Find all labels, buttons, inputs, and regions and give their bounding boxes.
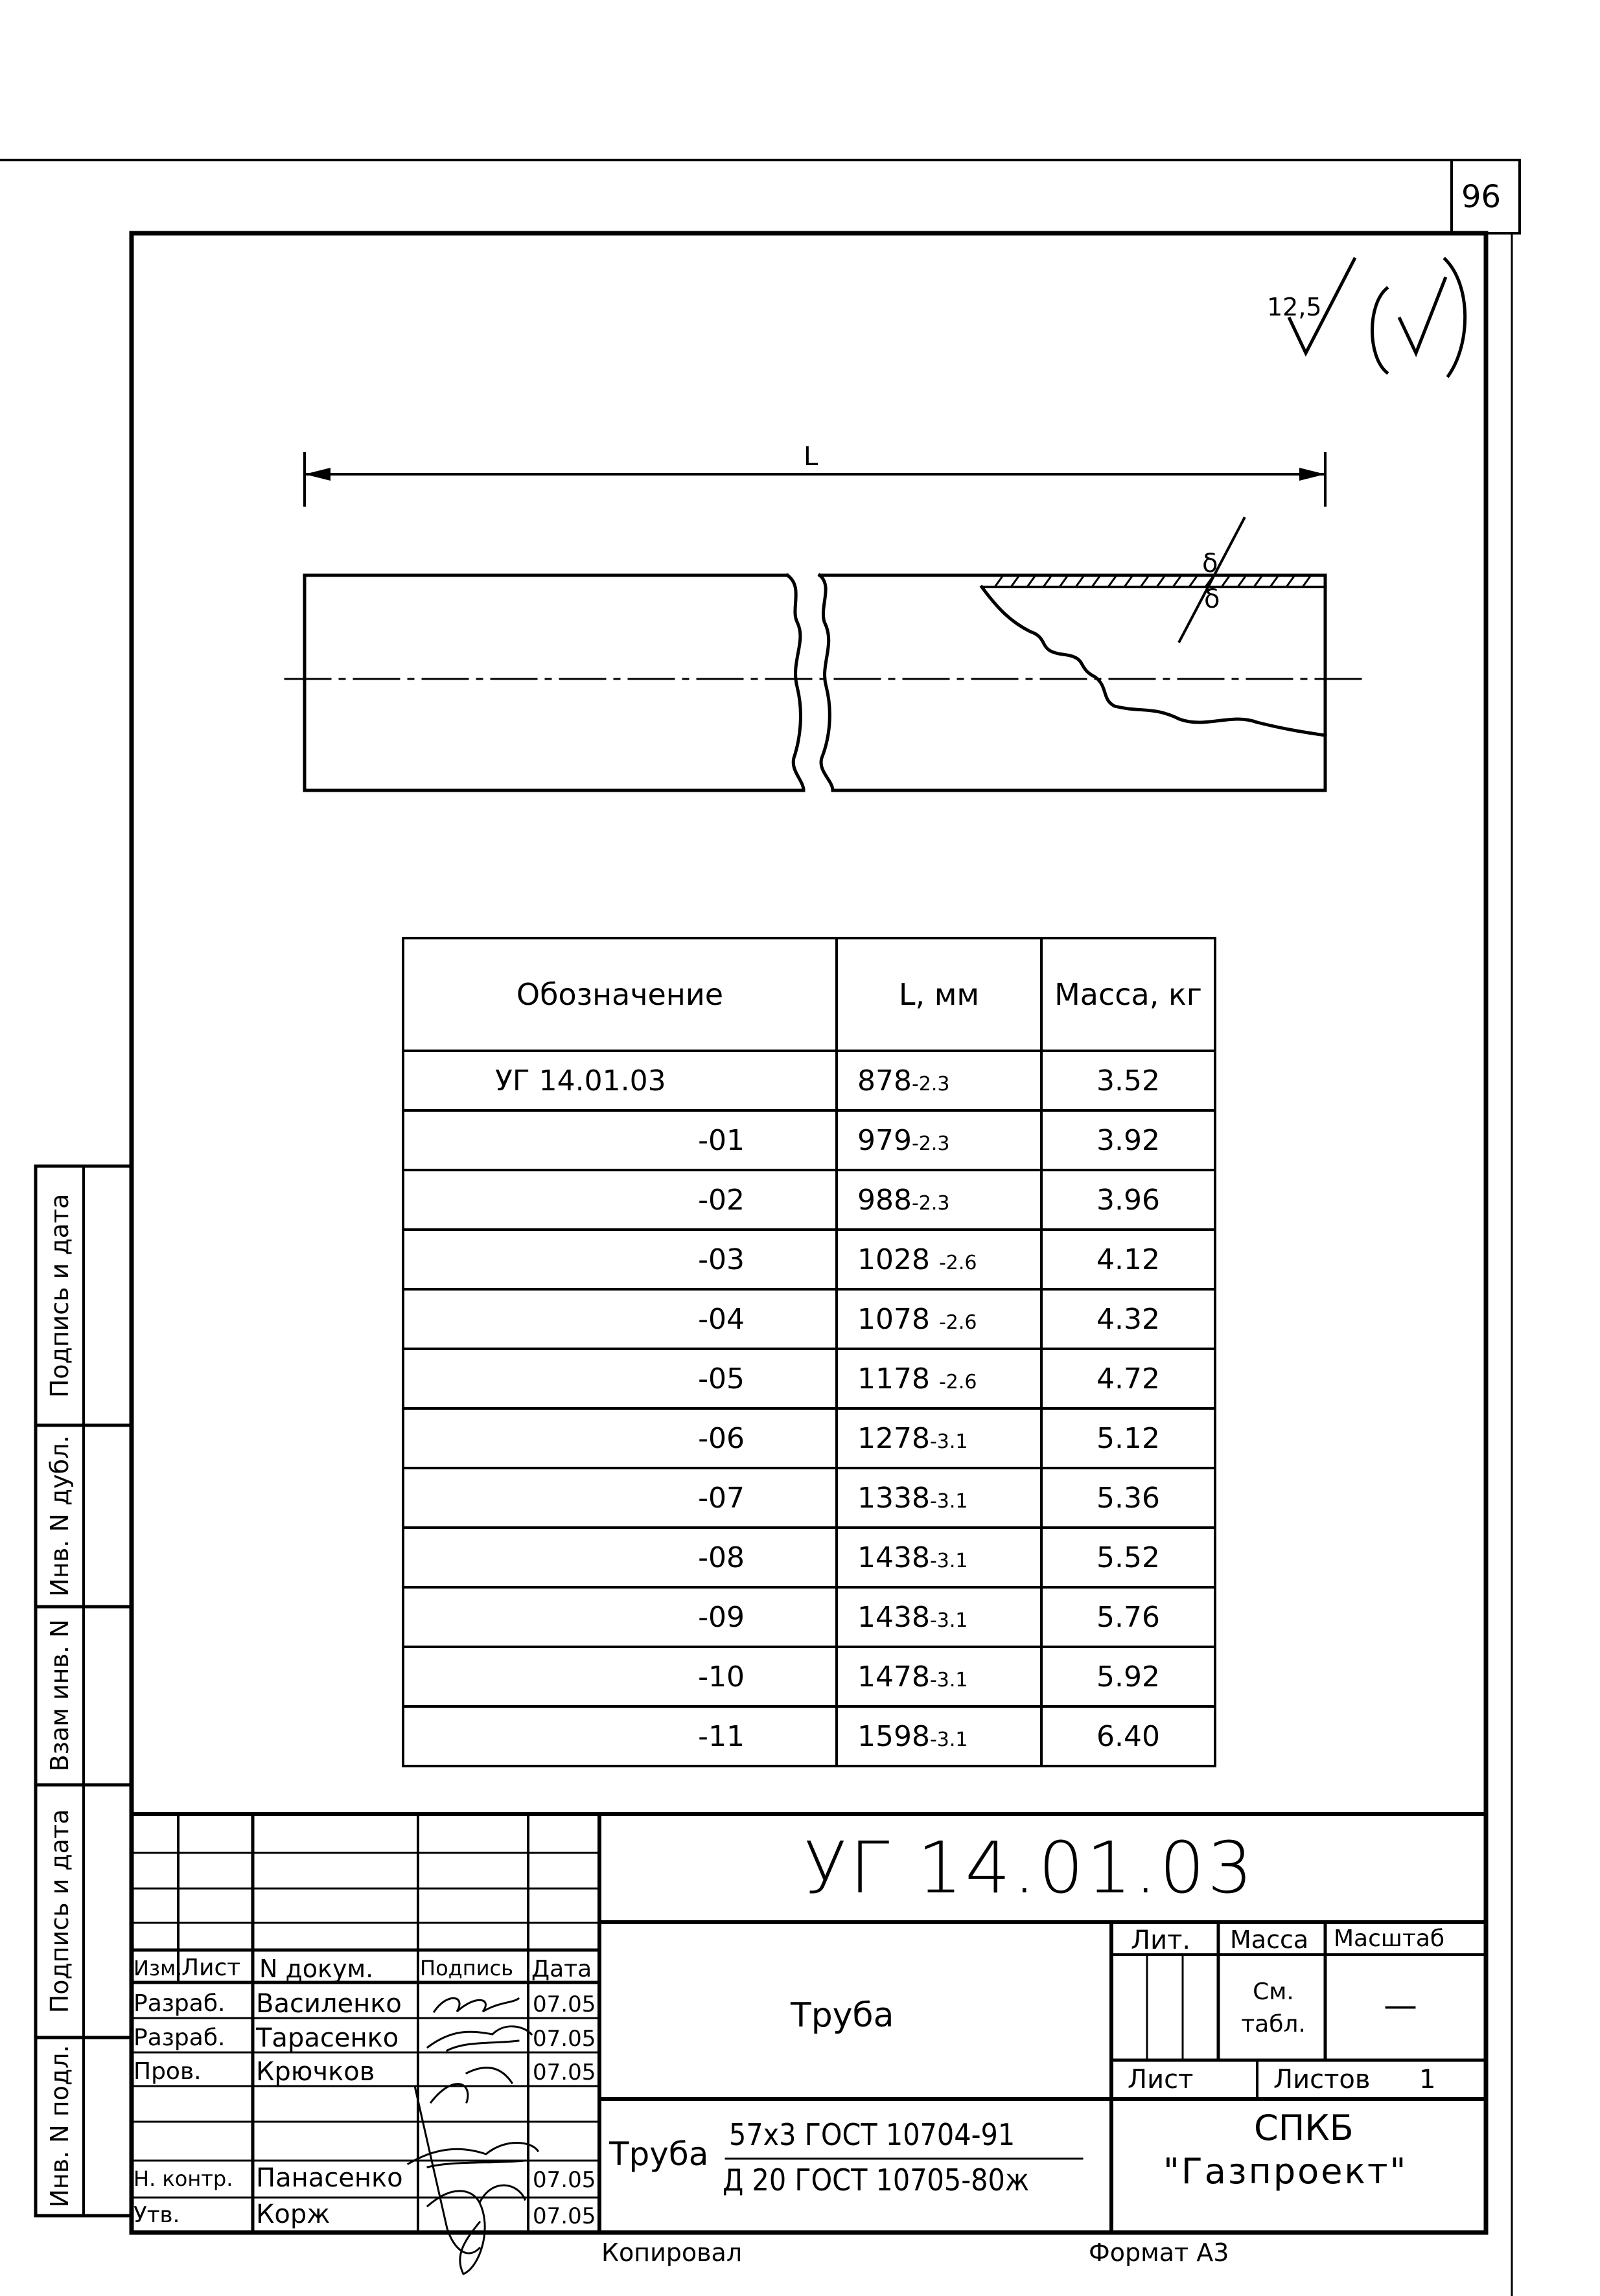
row-mass: 3.96 bbox=[1041, 1170, 1215, 1230]
sheet-label: Лист bbox=[1128, 2065, 1194, 2095]
person-role: Н. контр. bbox=[133, 2166, 233, 2191]
table-row bbox=[403, 1647, 1215, 1706]
row-mass: 5.52 bbox=[1041, 1528, 1215, 1587]
row-length: 988 bbox=[857, 1183, 912, 1217]
row-mass: 5.76 bbox=[1041, 1587, 1215, 1647]
row-length: 1438 bbox=[857, 1541, 930, 1574]
table-row bbox=[403, 1110, 1215, 1170]
col-list: Лист bbox=[181, 1955, 241, 1981]
footer-copied: Копировал bbox=[601, 2238, 743, 2267]
footer-format: Формат А3 bbox=[1089, 2238, 1229, 2267]
row-length: 979 bbox=[857, 1123, 912, 1157]
scale-value: — bbox=[1384, 1986, 1417, 2025]
row-designation: -09 bbox=[698, 1600, 745, 1634]
row-mass: 5.92 bbox=[1041, 1647, 1215, 1706]
row-mass: 5.36 bbox=[1041, 1468, 1215, 1528]
row-mass: 4.72 bbox=[1041, 1349, 1215, 1408]
person-date: 07.05 bbox=[533, 2203, 596, 2229]
row-tolerance: -3.1 bbox=[929, 1549, 968, 1572]
header-mass: Масса, кг bbox=[1041, 938, 1215, 1051]
row-designation: -05 bbox=[698, 1362, 745, 1395]
col-data: Дата bbox=[531, 1956, 592, 1982]
row-mass: 5.12 bbox=[1041, 1408, 1215, 1468]
row-tolerance: -3.1 bbox=[929, 1489, 968, 1513]
person-role: Пров. bbox=[133, 2058, 202, 2085]
person-name: Панасенко bbox=[256, 2163, 403, 2193]
side-podpis-data-2: Подпись и дата bbox=[45, 1809, 74, 2014]
thickness-symbol-lower: δ bbox=[1204, 584, 1220, 614]
row-tolerance: -2.3 bbox=[911, 1072, 950, 1096]
row-designation: -06 bbox=[698, 1421, 745, 1455]
person-role: Утв. bbox=[133, 2202, 180, 2228]
col-izm: Изм. bbox=[133, 1956, 183, 1980]
dimension-label-L: L bbox=[804, 442, 818, 472]
row-mass: 3.52 bbox=[1041, 1051, 1215, 1110]
doc-code: УГ 14.01.03 bbox=[804, 1826, 1256, 1909]
person-date: 07.05 bbox=[533, 2026, 596, 2052]
row-designation: -02 bbox=[698, 1183, 745, 1217]
person-date: 07.05 bbox=[533, 2060, 596, 2085]
table-row bbox=[403, 1349, 1215, 1408]
person-name: Тарасенко bbox=[256, 2023, 399, 2053]
person-name: Корж bbox=[256, 2199, 330, 2229]
table-header-row bbox=[403, 938, 1215, 1051]
table-row bbox=[403, 1587, 1215, 1647]
sheet-number: 96 bbox=[1461, 179, 1501, 215]
person-role: Разраб. bbox=[133, 2025, 226, 2051]
person-date: 07.05 bbox=[533, 1992, 596, 2017]
side-podpis-data-1: Подпись и дата bbox=[45, 1193, 74, 1398]
scale-label: Масштаб bbox=[1334, 1925, 1445, 1952]
table-row bbox=[403, 1468, 1215, 1528]
thickness-leader bbox=[1179, 518, 1244, 641]
org-line-1: СПКБ bbox=[1254, 2107, 1354, 2148]
material-line-1: 57x3 ГОСТ 10704-91 bbox=[729, 2117, 1015, 2152]
row-length: 1598 bbox=[857, 1719, 930, 1753]
row-designation: -04 bbox=[698, 1302, 745, 1336]
material-line-2: Д 20 ГОСТ 10705-80ж bbox=[723, 2163, 1030, 2198]
row-designation: -07 bbox=[698, 1481, 745, 1515]
row-tolerance: -3.1 bbox=[929, 1668, 968, 1692]
col-podpis: Подпись bbox=[420, 1956, 513, 1980]
row-length: 1438 bbox=[857, 1600, 930, 1634]
row-tolerance: -2.6 bbox=[938, 1311, 977, 1334]
header-length: L, мм bbox=[837, 938, 1041, 1051]
sheets-label: Листов bbox=[1273, 2065, 1371, 2095]
col-ndokum: N докум. bbox=[259, 1955, 374, 1983]
row-length: 1028 bbox=[857, 1243, 930, 1276]
org-line-2: "Газпроект" bbox=[1163, 2151, 1408, 2192]
row-length: 1478 bbox=[857, 1660, 930, 1693]
item-name: Труба bbox=[791, 1996, 894, 2035]
row-tolerance: -2.6 bbox=[938, 1251, 977, 1274]
row-designation: -03 bbox=[698, 1243, 745, 1276]
side-inv-dubl: Инв. N дубл. bbox=[45, 1435, 74, 1597]
row-mass: 4.12 bbox=[1041, 1230, 1215, 1289]
table-row bbox=[403, 1051, 1215, 1110]
wall-hatching bbox=[995, 575, 1311, 587]
row-length: 1078 bbox=[857, 1302, 930, 1336]
roughness-value: 12,5 bbox=[1267, 293, 1322, 321]
sheets-value: 1 bbox=[1419, 2065, 1436, 2095]
row-tolerance: -3.1 bbox=[929, 1609, 968, 1632]
side-inv-podl: Инв. N подл. bbox=[45, 2045, 74, 2208]
mass-value: См. табл. bbox=[1241, 1979, 1306, 2038]
side-vzam-inv: Взам инв. N bbox=[45, 1619, 74, 1772]
row-length: 1178 bbox=[857, 1362, 930, 1395]
pipe-body bbox=[305, 575, 1325, 790]
table-row bbox=[403, 1408, 1215, 1468]
row-mass: 6.40 bbox=[1041, 1706, 1215, 1766]
row-designation: -08 bbox=[698, 1541, 745, 1574]
row-designation: -01 bbox=[698, 1123, 745, 1157]
table-row bbox=[403, 1706, 1215, 1766]
person-role: Разраб. bbox=[133, 1990, 226, 2017]
person-name: Крючков bbox=[256, 2057, 375, 2087]
row-tolerance: -3.1 bbox=[929, 1728, 968, 1751]
table-row bbox=[403, 1289, 1215, 1349]
thickness-symbol: δ bbox=[1202, 549, 1218, 579]
lit-label: Лит. bbox=[1131, 1925, 1191, 1955]
row-mass: 3.92 bbox=[1041, 1110, 1215, 1170]
row-mass: 4.32 bbox=[1041, 1289, 1215, 1349]
material-prefix: Труба bbox=[609, 2135, 709, 2173]
mass-label: Масса bbox=[1230, 1925, 1309, 1954]
row-tolerance: -3.1 bbox=[929, 1430, 968, 1453]
table-row bbox=[403, 1170, 1215, 1230]
row-designation: -10 bbox=[698, 1660, 745, 1693]
row-length: 1338 bbox=[857, 1481, 930, 1515]
row-length: 878 bbox=[857, 1064, 912, 1097]
row-tolerance: -2.3 bbox=[911, 1132, 950, 1155]
row-designation: УГ 14.01.03 bbox=[495, 1064, 666, 1097]
row-tolerance: -2.6 bbox=[938, 1370, 977, 1394]
row-designation: -11 bbox=[698, 1719, 745, 1753]
table-row bbox=[403, 1528, 1215, 1587]
header-designation: Обозначение bbox=[403, 938, 837, 1051]
table-row bbox=[403, 1230, 1215, 1289]
variants-table bbox=[402, 937, 1216, 1767]
person-date: 07.05 bbox=[533, 2167, 596, 2193]
row-tolerance: -2.3 bbox=[911, 1191, 950, 1215]
row-length: 1278 bbox=[857, 1421, 930, 1455]
person-name: Василенко bbox=[256, 1989, 402, 2019]
